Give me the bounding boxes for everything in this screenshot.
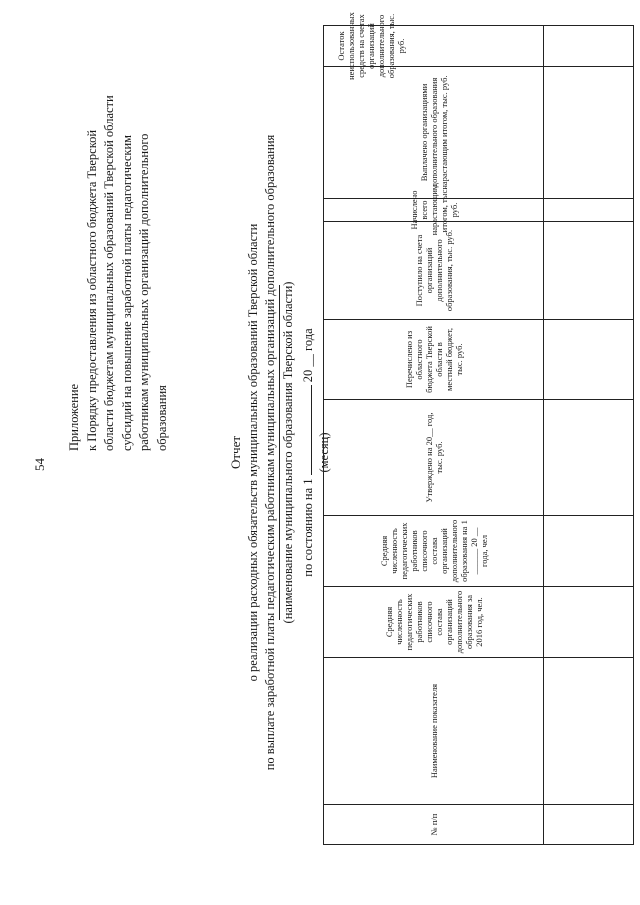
table-column	[324, 319, 633, 399]
report-title: Отчет	[228, 435, 243, 470]
column-header: Поступило на счета организаций дополнительного образования, тыс. руб.	[324, 222, 544, 319]
table-column	[324, 184, 633, 236]
column-header: Наименование показателя	[324, 658, 544, 804]
page-number: 54	[32, 458, 47, 471]
table-column	[324, 804, 633, 844]
appendix-line: Приложение	[67, 383, 81, 451]
state-year: 20 __ года	[301, 328, 315, 383]
column-header: Перечислено из областного бюджета Тверской области в местный бюджет, тыс. руб.	[324, 320, 544, 399]
table-column	[324, 515, 633, 586]
state-date-line	[299, 0, 316, 905]
appendix-line: работникам муниципальных организаций дополнительного	[137, 133, 151, 451]
report-subtitle-2: по выплате заработной платы педагогическим работникам муниципальных организаций дополнительного образования	[263, 134, 277, 771]
column-header: Начислено всего нарастающим итогом, тыс. руб.	[324, 199, 544, 221]
table-column	[324, 66, 633, 198]
month-label: (месяц)	[317, 432, 331, 473]
table-column	[324, 657, 633, 804]
municipality-blank-line	[279, 285, 280, 620]
month-blank	[299, 385, 312, 475]
table-column	[324, 586, 633, 657]
table-column	[324, 399, 633, 515]
column-header: Остаток неиспользованных средств на счетах организаций дополнительного образования, тыс. руб.	[324, 26, 544, 66]
appendix-block	[66, 15, 171, 451]
column-header: № п/п	[324, 805, 544, 844]
report-subtitle-1: о реализации расходных обязательств муниципальных образований Тверской области	[246, 223, 260, 682]
municipality-label: (наименование муниципального образования Тверской области)	[281, 281, 295, 624]
appendix-line: образования	[154, 385, 169, 451]
column-header: Средняя численность педагогических работников списочного состава организаций дополнительного образования за 2016 год, чел.	[324, 587, 544, 657]
appendix-line: области бюджетам муниципальных образований Тверской области	[102, 95, 116, 451]
column-header: Утверждено на 20__ год, тыс. руб.	[324, 400, 544, 515]
column-header: Выплачено организациями дополнительного образования нарастающим итогом, тыс. руб.	[324, 67, 544, 198]
column-header: Средняя численность педагогических работников списочного состава организаций дополнительного образования на 1 ______ 20 __ года, чел	[324, 516, 544, 586]
report-table	[323, 12, 634, 845]
table-column	[324, 221, 633, 319]
state-prefix: по состоянию на 1	[301, 478, 315, 577]
appendix-line: к Порядку предоставления из областного бюджета Тверской	[84, 129, 99, 451]
table-column	[324, 12, 633, 80]
appendix-line: субсидий на повышение заработной платы педагогическим	[119, 134, 134, 451]
